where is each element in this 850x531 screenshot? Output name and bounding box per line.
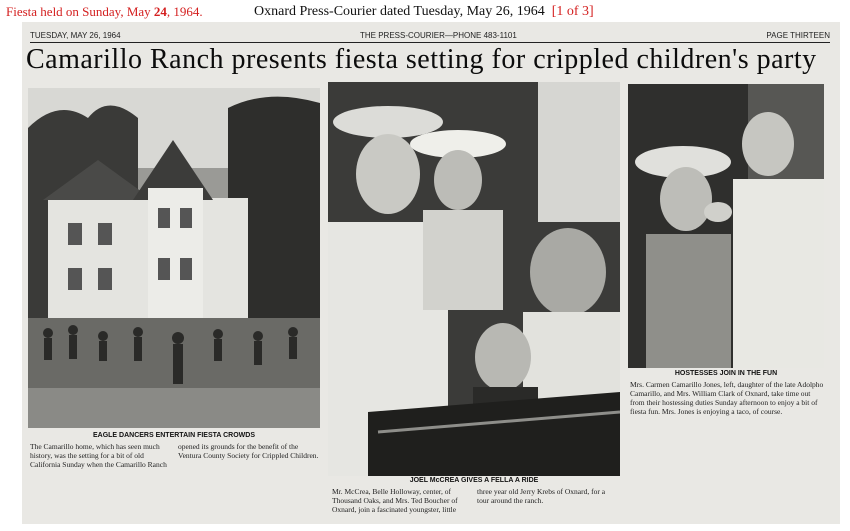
source-caption	[254, 4, 594, 20]
header-date: TUESDAY, MAY 26, 1964	[30, 31, 121, 40]
photo2-caption-title: JOEL McCREA GIVES A FELLA A RIDE	[409, 477, 539, 484]
headline: Camarillo Ranch presents fiesta setting for crippled children's party	[26, 44, 817, 75]
photo-mccrea-ride	[328, 82, 620, 476]
fiesta-date-day: 24	[153, 4, 167, 19]
photo3-caption-text: Mrs. Carmen Camarillo Jones, left, daughter of the late Adolpho Camarillo, and Mrs. William Clark of Oxnard, take time out from their hostessing duties Sunday afternoon to enjoy a bit of fiesta fun. Mrs. Jones is enjoying a taco, of course.	[630, 380, 824, 416]
mccrea-photo-illustration	[328, 82, 620, 476]
page-ref: [1 of 3]	[551, 4, 594, 19]
header-paper: THE PRESS-COURIER—PHONE 483-1101	[360, 31, 517, 40]
photo-camarillo-mansion	[28, 88, 320, 428]
newspaper-header-line	[30, 30, 830, 43]
fiesta-date-prefix: Fiesta held on Sunday, May	[6, 4, 154, 19]
photo1-caption-title: EAGLE DANCERS ENTERTAIN FIESTA CROWDS	[92, 432, 256, 439]
fiesta-date-suffix: , 1964.	[166, 4, 203, 19]
photo2-caption-col1: Mr. McCrea, Belle Holloway, center, of Thousand Oaks, and Mrs. Ted Boucher of Oxnard, join a fascinated youngster, little	[332, 487, 458, 514]
hostesses-photo-illustration	[628, 84, 824, 368]
photo-hostesses	[628, 84, 824, 368]
fiesta-date-caption	[6, 4, 203, 20]
photo1-caption-col2: opened its grounds for the benefit of the Ventura County Society for Crippled Children.	[178, 442, 319, 460]
header-page: PAGE THIRTEEN	[766, 31, 830, 40]
photo3-caption-title: HOSTESSES JOIN IN THE FUN	[674, 370, 778, 377]
newspaper-clipping	[22, 22, 840, 524]
photo2-caption-col2: three year old Jerry Krebs of Oxnard, for a tour around the ranch.	[477, 487, 606, 505]
source-text: Oxnard Press-Courier dated Tuesday, May 26, 1964	[254, 4, 545, 19]
mansion-photo-illustration	[28, 88, 320, 428]
photo1-caption-col1: The Camarillo home, which has seen much history, was the setting for a bit of old California Sunday when the Camarillo Ranch	[30, 442, 167, 469]
